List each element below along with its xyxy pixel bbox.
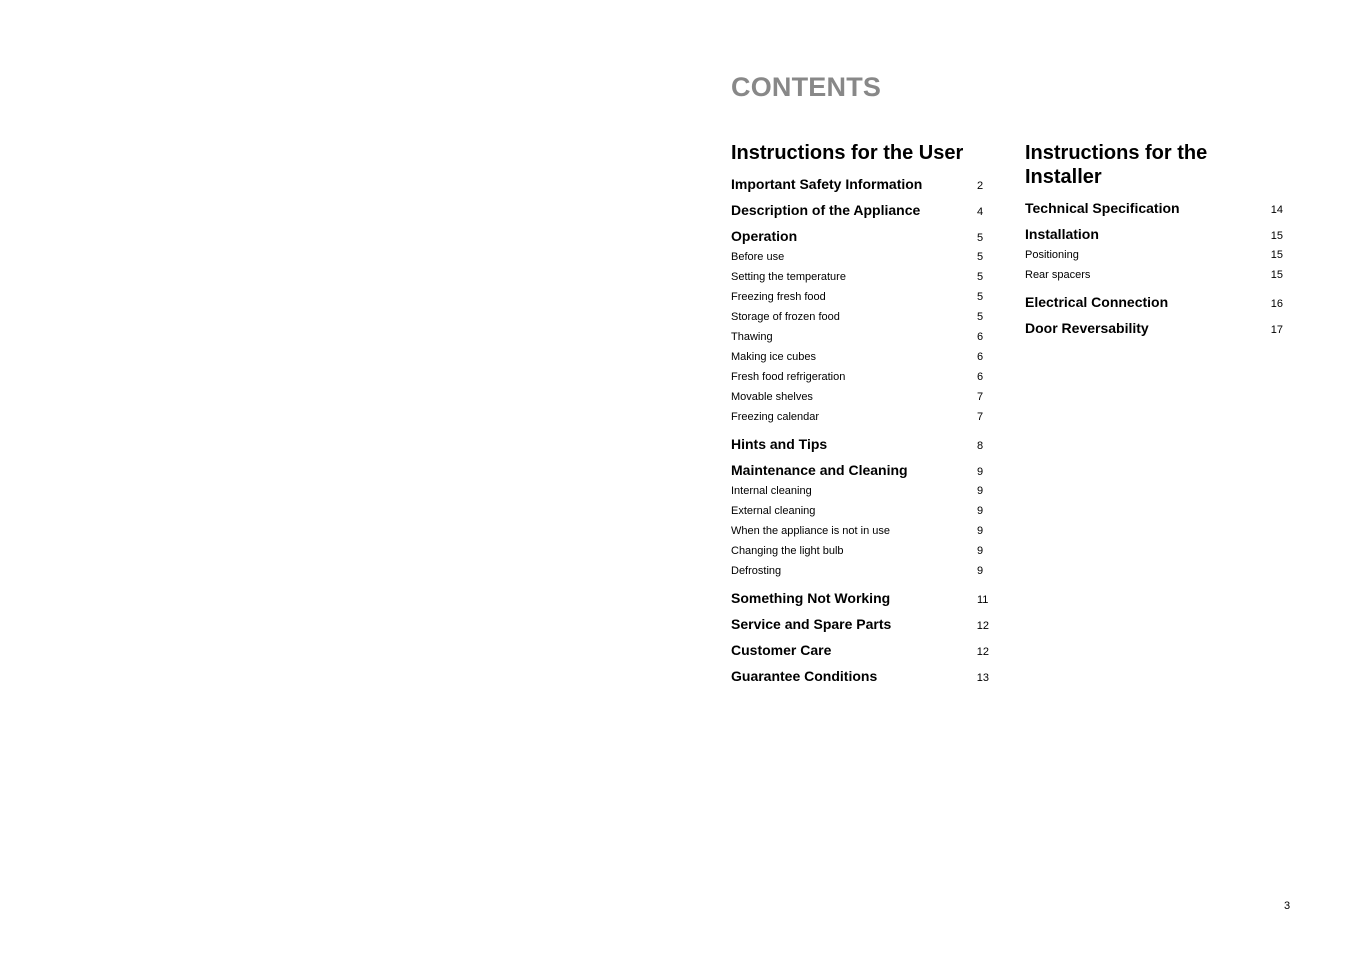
toc-entry-page: 17 bbox=[1270, 324, 1283, 336]
page-number: 3 bbox=[1284, 900, 1291, 912]
toc-entry-page: 16 bbox=[1270, 298, 1283, 310]
toc-entry-label: Positioning bbox=[1025, 249, 1079, 261]
toc-section-entry bbox=[731, 457, 989, 483]
toc-entry-label: External cleaning bbox=[731, 505, 816, 517]
toc-section-entry bbox=[731, 585, 989, 611]
toc-entry-page: 7 bbox=[977, 411, 984, 423]
toc-entry-label: When the appliance is not in use bbox=[731, 525, 890, 537]
toc-entry-label: Door Reversability bbox=[1025, 320, 1149, 336]
toc-section-entry bbox=[1025, 195, 1283, 221]
toc-entry-page: 15 bbox=[1270, 230, 1283, 242]
toc-entry-page: 12 bbox=[976, 620, 989, 632]
toc-entry-label: Internal cleaning bbox=[731, 485, 812, 497]
toc-entry-page: 6 bbox=[977, 351, 984, 363]
toc-entry-page: 5 bbox=[977, 291, 984, 303]
toc-section-entry bbox=[731, 663, 989, 689]
toc-entry-label: Before use bbox=[731, 251, 785, 263]
toc-subsection-entry bbox=[731, 267, 989, 287]
toc-entry-label: Thawing bbox=[731, 331, 773, 343]
toc-subsection-entry bbox=[731, 387, 989, 407]
toc-entry-page: 15 bbox=[1270, 249, 1283, 261]
toc-subsection-entry bbox=[731, 327, 989, 347]
toc-section-entry bbox=[731, 197, 989, 223]
toc-entry-page: 5 bbox=[977, 251, 984, 263]
toc-subsection-entry bbox=[731, 481, 989, 501]
toc-subsection-entry bbox=[1025, 245, 1283, 265]
user-instructions-column bbox=[731, 141, 989, 689]
toc-entry-page: 6 bbox=[977, 331, 984, 343]
toc-section-entry bbox=[1025, 289, 1283, 315]
toc-section-entry bbox=[1025, 221, 1283, 247]
toc-entry-label: Guarantee Conditions bbox=[731, 668, 878, 684]
toc-entry-label: Technical Specification bbox=[1025, 200, 1180, 216]
toc-entry-page: 9 bbox=[977, 525, 984, 537]
user-section-heading: Instructions for the User bbox=[731, 142, 964, 164]
toc-subsection-entry bbox=[731, 407, 989, 427]
toc-section-entry bbox=[1025, 315, 1283, 341]
installer-section-heading: Instructions for the Installer bbox=[1025, 142, 1208, 188]
toc-entry-page: 13 bbox=[976, 672, 989, 684]
toc-section-entry bbox=[731, 611, 989, 637]
toc-entry-label: Freezing fresh food bbox=[731, 291, 826, 303]
toc-entry-label: Operation bbox=[731, 228, 798, 244]
toc-entry-label: Customer Care bbox=[731, 642, 832, 658]
toc-entry-page: 9 bbox=[977, 505, 984, 517]
toc-section-entry bbox=[731, 431, 989, 457]
toc-section-entry bbox=[731, 223, 989, 249]
toc-subsection-entry bbox=[731, 347, 989, 367]
toc-entry-page: 15 bbox=[1270, 269, 1283, 281]
toc-entry-page: 2 bbox=[977, 180, 984, 192]
toc-entry-label: Storage of frozen food bbox=[731, 311, 840, 323]
toc-entry-page: 9 bbox=[977, 466, 984, 478]
installer-instructions-column bbox=[1025, 141, 1283, 341]
toc-section-entry bbox=[731, 637, 989, 663]
toc-entry-page: 11 bbox=[977, 594, 989, 606]
toc-entry-page: 8 bbox=[977, 440, 984, 452]
toc-entry-label: Electrical Connection bbox=[1025, 294, 1169, 310]
toc-entry-label: Fresh food refrigeration bbox=[731, 371, 846, 383]
toc-entry-page: 9 bbox=[977, 485, 984, 497]
toc-entry-label: Hints and Tips bbox=[731, 436, 828, 452]
toc-section-entry bbox=[731, 171, 989, 197]
toc-subsection-entry bbox=[731, 561, 989, 581]
toc-entry-label: Movable shelves bbox=[731, 391, 813, 403]
toc-entry-label: Setting the temperature bbox=[731, 271, 846, 283]
toc-entry-label: Installation bbox=[1025, 226, 1099, 242]
toc-entry-page: 9 bbox=[977, 565, 984, 577]
toc-subsection-entry bbox=[731, 307, 989, 327]
toc-entry-label: Defrosting bbox=[731, 565, 782, 577]
toc-entry-page: 4 bbox=[977, 206, 984, 218]
toc-subsection-entry bbox=[1025, 265, 1283, 285]
toc-entry-page: 6 bbox=[977, 371, 984, 383]
toc-entry-page: 12 bbox=[976, 646, 989, 658]
toc-subsection-entry bbox=[731, 521, 989, 541]
toc-entry-label: Important Safety Information bbox=[731, 176, 923, 192]
toc-entry-label: Maintenance and Cleaning bbox=[731, 462, 908, 478]
toc-entry-label: Making ice cubes bbox=[731, 351, 816, 363]
toc-entry-page: 5 bbox=[977, 311, 984, 323]
user-toc-list bbox=[731, 171, 989, 689]
toc-entry-label: Description of the Appliance bbox=[731, 202, 921, 218]
toc-entry-page: 5 bbox=[977, 271, 984, 283]
toc-entry-page: 5 bbox=[977, 232, 984, 244]
toc-subsection-entry bbox=[731, 287, 989, 307]
toc-entry-label: Freezing calendar bbox=[731, 411, 820, 423]
installer-toc-list bbox=[1025, 195, 1283, 341]
toc-entry-page: 9 bbox=[977, 545, 984, 557]
toc-entry-page: 7 bbox=[977, 391, 984, 403]
toc-entry-label: Rear spacers bbox=[1025, 269, 1091, 281]
toc-entry-page: 14 bbox=[1270, 204, 1283, 216]
toc-subsection-entry bbox=[731, 367, 989, 387]
toc-entry-label: Service and Spare Parts bbox=[731, 616, 892, 632]
page-title: CONTENTS bbox=[731, 72, 882, 102]
toc-entry-label: Something Not Working bbox=[731, 590, 891, 606]
toc-entry-label: Changing the light bulb bbox=[731, 545, 844, 557]
toc-subsection-entry bbox=[731, 501, 989, 521]
toc-subsection-entry bbox=[731, 247, 989, 267]
toc-subsection-entry bbox=[731, 541, 989, 561]
